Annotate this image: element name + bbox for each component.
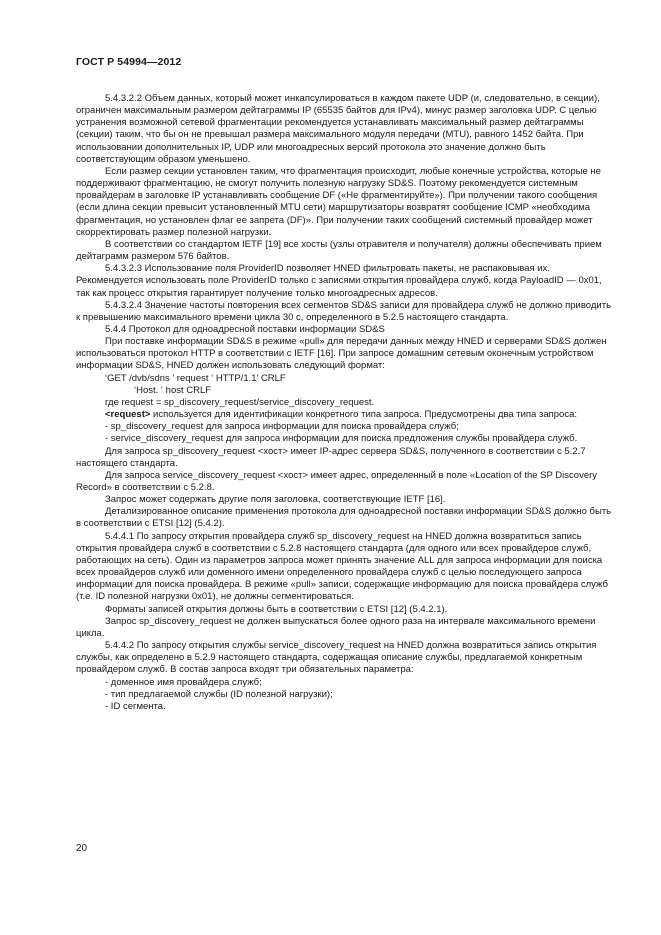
document-header: ГОСТ Р 54994—2012 bbox=[76, 56, 182, 68]
request-tag-text: используется для идентификации конкретного типа запроса. Предусмотрены два типа запроса: bbox=[150, 409, 578, 421]
paragraph-record-formats: Форматы записей открытия должны быть в соответствии с ETSI [12] (5.4.2.1). bbox=[105, 603, 448, 615]
list-item-service-discovery: - service_discovery_request для запроса информации для поиска предложения службы провайдера служб. bbox=[105, 433, 578, 445]
paragraph-ietf-576: В соответствии со стандартом IETF [19] все хосты (узлы отравителя и получателя) должны обеспечивать прием дейтаграмм размером 576 байтов. bbox=[76, 238, 602, 263]
paragraph-5-4-3-2-4: 5.4.3.2.4 Значение частоты повторения всех сегментов SD&S записи для провайдера служб не должно приводить к превышению максимального времени цикла 30 с, определенного в 5.2.5 настоящего стандарта. bbox=[76, 299, 612, 323]
paragraph-service-host: Для запроса service_discovery_request <хост> имеет адрес, определенный в поле «Location of the SP Discovery Record» в соответствии с 5.2.8. bbox=[76, 469, 598, 493]
paragraph-request-def: где request = sp_discovery_request/service_discovery_request. bbox=[105, 396, 375, 408]
paragraph-header-fields: Запрос может содержать другие поля заголовка, соответствующие IETF [16]. bbox=[105, 494, 446, 506]
code-line-get: ‘GET /dvb/sdns ’ request ‘ HTTP/1.1’ CRLF bbox=[105, 372, 286, 384]
paragraph-5-4-4-1: 5.4.4.1 По запросу открытия провайдера служб sp_discovery_request на HNED должна возвратиться запись открытия провайдера служб в соответствии с 5.2.8 настоящего стандарта (для одного или всех провайдеров служб, работающих на сеть). Один из параметров запроса может принять значение ALL для запроса информации для поиска всех провайдеров служб или доменного имени определенного провайдера служб с целью последующего запроса информации для поиска провайдера. В режиме «pull» записи, содержащие информацию для поиска провайдера служб (т.е. ID полезной нагрузки 0x01), не должны сегментироваться. bbox=[76, 530, 608, 603]
paragraph-5-4-3-2-3: 5.4.3.2.3 Использование поля ProviderID позволяет HNED фильтровать пакеты, не распаковывая их. Рекомендуется использовать поле ProviderID только с записями открытия провайдера служб, когда PayloadID — 0x01, так как процесс открытия гарантирует получение только многоадресных адресов. bbox=[76, 263, 602, 299]
paragraph-5-4-4-2: 5.4.4.2 По запросу открытия службы service_discovery_request на HNED должна возвратиться запись открытия службы, как определено в 5.2.9 настоящего стандарта, содержащая описание службы, предлагаемой конкретным провайдером служб. В состав запроса входят три обязательных параметра: bbox=[76, 640, 597, 676]
list-item-segment-id: - ID сегмента. bbox=[105, 700, 166, 712]
document-body bbox=[76, 93, 614, 713]
list-item-sp-discovery: - sp_discovery_request для запроса информации для поиска провайдера служб; bbox=[105, 421, 459, 433]
paragraph-request-interval: Запрос sp_discovery_request не должен выпускаться более одного раза на интервале максимального времени цикла. bbox=[76, 615, 596, 639]
paragraph-etsi-description: Детализированное описание применения протокола для одноадресной поставки информации SD&S должно быть в соответствии с ETSI [12] (5.4.2). bbox=[76, 506, 612, 530]
paragraph-request-tag bbox=[76, 409, 614, 421]
paragraph-fragmentation: Если размер секции установлен таким, что фрагментация происходит, любые конечные устройства, которые не поддерживают фрагментацию, не смогут получить полезную нагрузку SD&S. Поэтому рекомендуется системным провайдерам в заголовке IP устанавливать сообщение DF («Не фрагментируйте»). При получении такого сообщения (если длина секции превысит установленный MTU сети) маршрутизаторы возвратят сообщение ICMP «необходима фрагментация, но установлен флаг ее запрета (DF)». При получении таких сообщений системный провайдер может скорректировать размер полезной нагрузки. bbox=[76, 165, 601, 238]
list-item-domain-name: - доменное имя провайдера служб; bbox=[105, 676, 262, 688]
paragraph-pull-mode: При поставке информации SD&S в режиме «pull» для передачи данных между HNED и серверами SD&S должен использоваться протокол HTTP в соответствии с IETF [16]. При запросе домашним сетевым оконечным устройством информации SD&S, HNED должен использовать следующий формат: bbox=[76, 336, 607, 372]
list-item-service-type: - тип предлагаемой службы (ID полезной нагрузки); bbox=[105, 688, 333, 700]
paragraph-sp-host: Для запроса sp_discovery_request <хост> имеет IP-адрес сервера SD&S, полученного в соответствии с 5.2.7 настоящего стандарта. bbox=[76, 445, 586, 469]
request-tag-bold: <request> bbox=[105, 409, 151, 421]
code-line-host: ‘Host. ‘ host CRLF bbox=[134, 384, 212, 396]
paragraph-5-4-3-2-2: 5.4.3.2.2 Объем данных, который может инкапсулироваться в каждом пакете UDP (и, следовательно, в секции), ограничен максимальным размером дейтаграммы IP (65535 байтов для IPv4), минус размер заголовка UDP. С целью устранения возможной сетевой фрагментации рекомендуется устанавливать максимальный размер дейтаграммы (секции) таким, что бы он не превышал размера максимального модуля передачи (MTU), равного 1452 байта. При использовании дополнительных IP, UDP или многоадресных версий протокола это значение должно быть соответствующим образом уменьшено. bbox=[76, 93, 600, 165]
section-heading-5-4-4: 5.4.4 Протокол для одноадресной поставки информации SD&S bbox=[105, 323, 385, 335]
page-number: 20 bbox=[76, 843, 88, 854]
